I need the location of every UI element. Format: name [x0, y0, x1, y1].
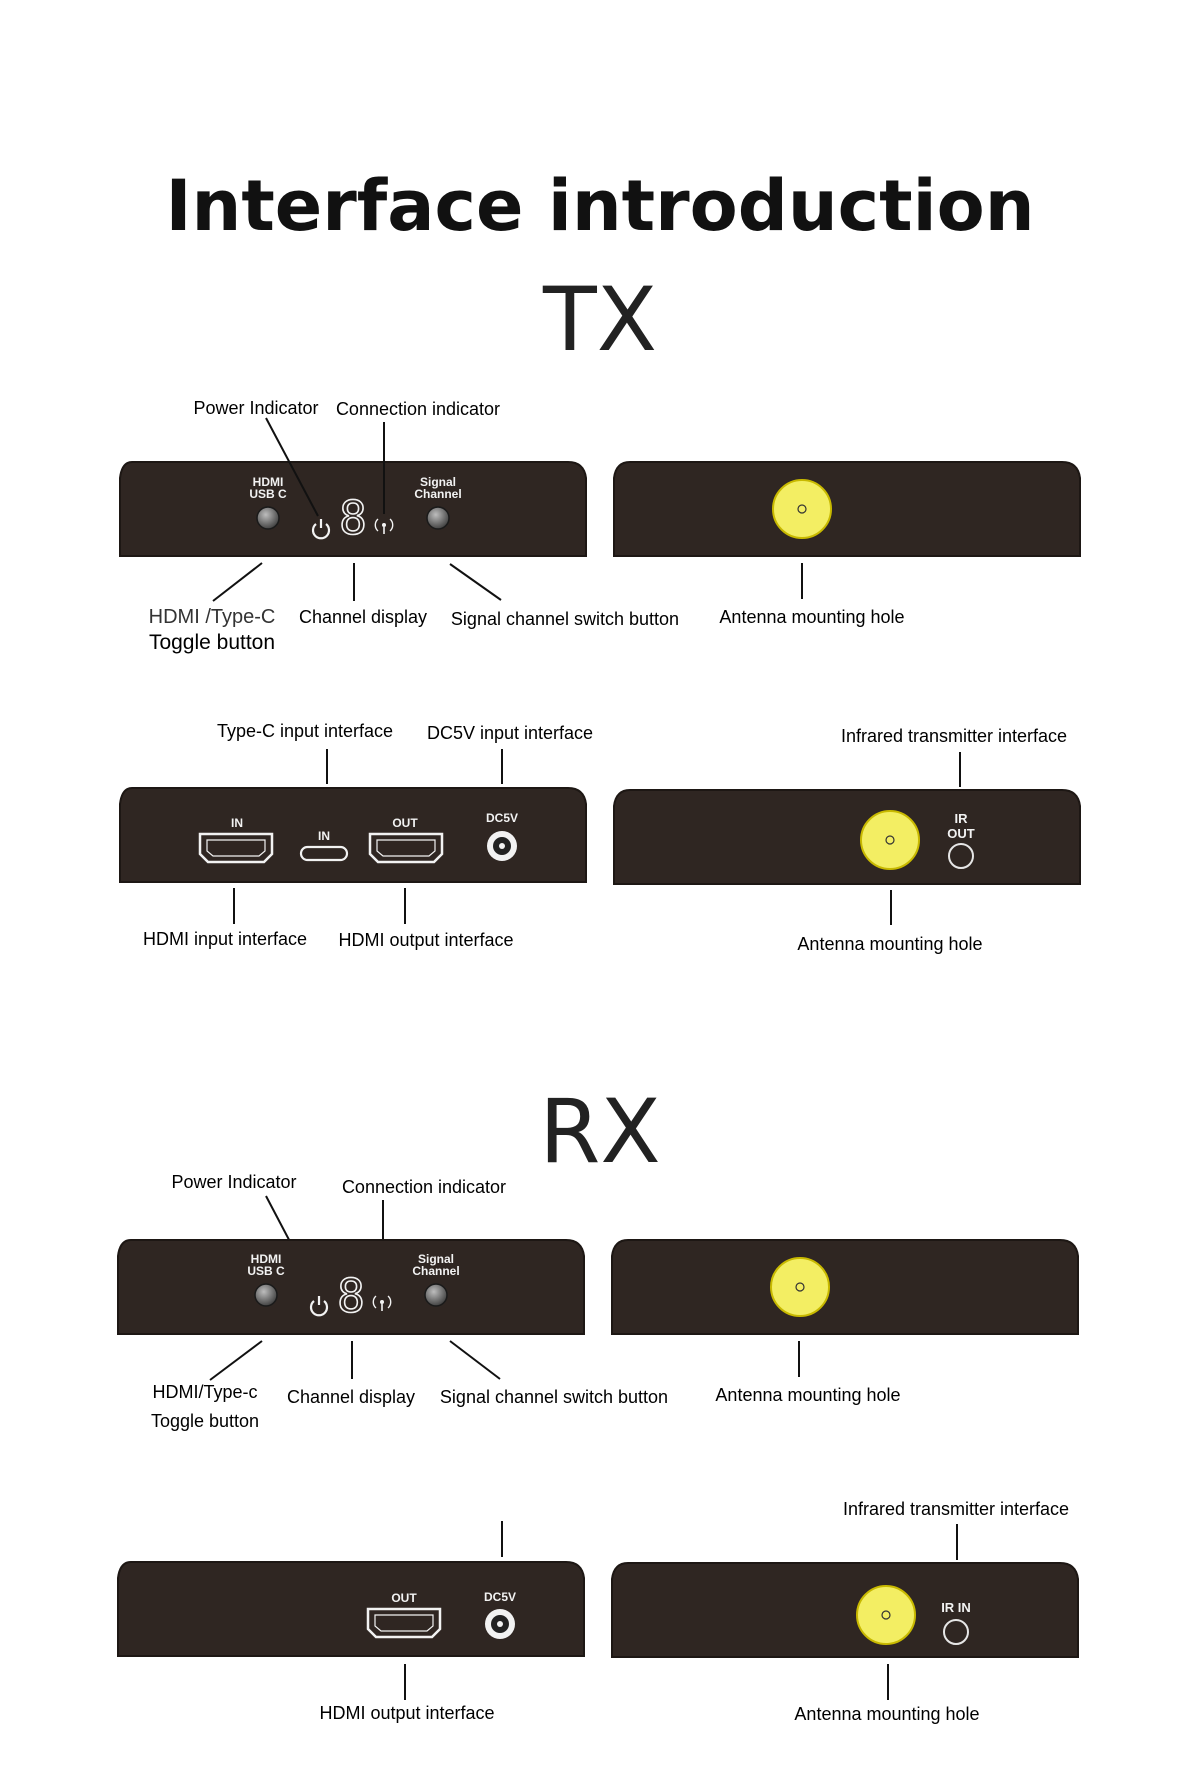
tx-signal-channel-switch-button[interactable] [427, 507, 449, 529]
rx-callout-ir-transmitter: Infrared transmitter interface [842, 1499, 1070, 1519]
rx-ir-label: IR IN [941, 1600, 971, 1615]
tx-callout-toggle-1: HDMI /Type-C [148, 606, 276, 628]
rx-hdmi-out-label: OUT [391, 1591, 417, 1605]
rx-callout-antenna-top: Antenna mounting hole [715, 1385, 901, 1405]
rx-heading: RX [539, 1080, 661, 1183]
rx-hdmi-usbc-label-1: HDMI [250, 1252, 282, 1266]
rx-leader-signal-switch [450, 1341, 500, 1379]
tx-front-panel [120, 462, 586, 556]
tx-antenna-mount-side[interactable] [861, 811, 919, 869]
rx-hdmi-typec-toggle-button[interactable] [255, 1284, 277, 1306]
rx-signal-channel-switch-button[interactable] [425, 1284, 447, 1306]
rx-callout-channel-display: Channel display [286, 1387, 416, 1407]
rx-top-panel [612, 1240, 1078, 1334]
tx-callout-power-indicator: Power Indicator [193, 398, 319, 418]
rx-callout-antenna-side: Antenna mounting hole [794, 1704, 980, 1724]
tx-callout-connection-indicator: Connection indicator [335, 399, 501, 419]
tx-heading: TX [542, 268, 658, 371]
tx-side-panel [614, 790, 1080, 884]
tx-leader-toggle [213, 563, 262, 601]
tx-ir-label-2: OUT [947, 826, 975, 841]
rx-leader-toggle [210, 1341, 262, 1380]
tx-signal-channel-label-2: Channel [414, 487, 462, 501]
tx-callout-channel-display: Channel display [298, 607, 428, 627]
tx-rear-panel [120, 788, 586, 882]
tx-leader-signal-switch [450, 564, 501, 600]
tx-hdmi-usbc-label-2: USB C [249, 487, 287, 501]
tx-signal-channel-label-1: Signal [419, 475, 457, 489]
tx-hdmi-usbc-label-1: HDMI [252, 475, 284, 489]
page-title: Interface introduction [165, 165, 1035, 247]
rx-callout-hdmi-output: HDMI output interface [319, 1703, 495, 1723]
rx-callout-toggle-2: Toggle button [150, 1411, 260, 1431]
tx-top-panel [614, 462, 1080, 556]
rx-callout-toggle-1: HDMI/Type-c [152, 1382, 258, 1402]
tx-callout-typec-input: Type-C input interface [216, 721, 394, 741]
rx-callout-signal-switch: Signal channel switch button [439, 1387, 669, 1407]
tx-callout-signal-switch: Signal channel switch button [450, 609, 680, 629]
tx-callout-ir-transmitter: Infrared transmitter interface [840, 726, 1068, 746]
tx-callout-dc5v-input: DC5V input interface [426, 723, 594, 743]
rx-callout-power-indicator: Power Indicator [171, 1172, 297, 1192]
tx-callout-hdmi-output: HDMI output interface [338, 930, 514, 950]
tx-hdmi-in-label: IN [231, 816, 243, 830]
rx-side-panel [612, 1563, 1078, 1657]
tx-channel-display: 8 [339, 491, 367, 545]
rx-channel-display: 8 [337, 1269, 365, 1323]
rx-front-panel [118, 1240, 584, 1334]
rx-rear-panel [118, 1562, 584, 1656]
tx-callout-hdmi-input: HDMI input interface [142, 929, 308, 949]
tx-callout-antenna-top: Antenna mounting hole [719, 607, 905, 627]
tx-dc5v-label: DC5V [485, 811, 519, 825]
tx-hdmi-typec-toggle-button[interactable] [257, 507, 279, 529]
rx-signal-channel-label-1: Signal [417, 1252, 455, 1266]
tx-ir-label-1: IR [954, 811, 968, 826]
rx-antenna-mount-side[interactable] [857, 1586, 915, 1644]
tx-callout-toggle-2: Toggle button [148, 631, 276, 654]
rx-dc5v-label: DC5V [483, 1590, 517, 1604]
tx-hdmi-out-label: OUT [392, 816, 418, 830]
rx-antenna-mount-top[interactable] [771, 1258, 829, 1316]
tx-callout-antenna-side: Antenna mounting hole [797, 934, 983, 954]
tx-typec-in-label: IN [318, 829, 330, 843]
rx-callout-connection-indicator: Connection indicator [341, 1177, 507, 1197]
rx-signal-channel-label-2: Channel [412, 1264, 460, 1278]
rx-hdmi-usbc-label-2: USB C [247, 1264, 285, 1278]
tx-antenna-mount-top[interactable] [773, 480, 831, 538]
